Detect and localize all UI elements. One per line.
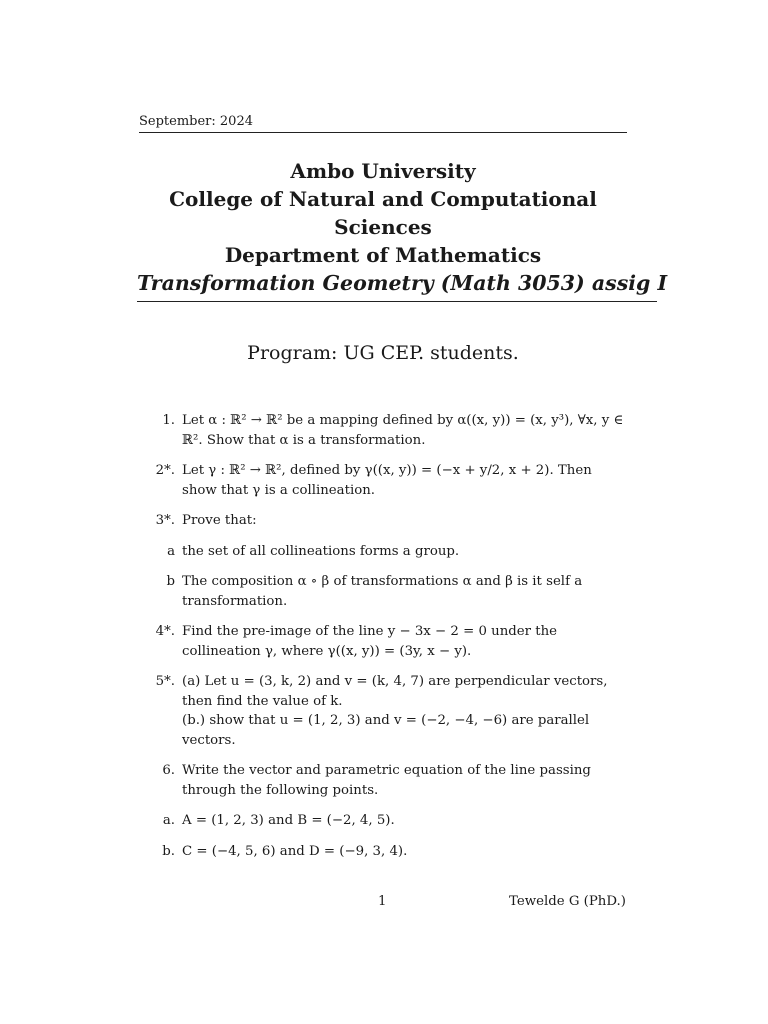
sub-question-item xyxy=(139,811,627,831)
question-item xyxy=(139,622,627,661)
question-number: a xyxy=(167,543,175,559)
title-block xyxy=(137,157,668,302)
question-number: a. xyxy=(162,813,175,828)
question-number: 2*. xyxy=(155,463,175,478)
question-item xyxy=(139,461,627,500)
question-number: b xyxy=(166,574,175,589)
question-number: 4*. xyxy=(155,624,175,639)
question-item xyxy=(139,761,627,800)
sub-question-item xyxy=(139,572,627,611)
question-number: 5*. xyxy=(155,674,175,689)
college-title: College of Natural and Computational xyxy=(169,187,597,211)
question-text-part-b: (b.) show that u = (1, 2, 3) and v = (−2, −4, −6) are parallel vectors. xyxy=(182,713,590,748)
course-title: Transformation Geometry (Math 3053) assig I xyxy=(137,269,657,302)
question-number: 1. xyxy=(162,413,175,428)
question-list xyxy=(139,411,627,872)
question-text: Let γ : ℝ² → ℝ², defined by γ((x, y)) = (−x + y/2, x + 2). Then show that γ is a collineation. xyxy=(182,463,592,498)
question-text: The composition α ∘ β of transformations α and β is it self a transformation. xyxy=(182,574,583,609)
question-text: Write the vector and parametric equation of the line passing through the following points. xyxy=(182,763,591,798)
question-text-block xyxy=(175,672,627,750)
page-number: 1 xyxy=(378,894,387,909)
sub-question-item xyxy=(139,842,627,862)
header-date: September: 2024 xyxy=(139,114,627,133)
question-text: Prove that: xyxy=(182,513,257,528)
footer-author: Tewelde G (PhD.) xyxy=(509,894,626,909)
college-title-cont: Sciences xyxy=(334,215,432,239)
question-text: Let α : ℝ² → ℝ² be a mapping defined by α((x, y)) = (x, y³), ∀x, y ∈ ℝ². Show that α is a transformation. xyxy=(182,413,624,448)
department-title: Department of Mathematics xyxy=(224,243,542,267)
question-number: 6. xyxy=(162,763,175,778)
question-item xyxy=(139,411,627,450)
university-title: Ambo University xyxy=(290,159,476,183)
program-line: Program: UG CEP. students. xyxy=(247,342,519,364)
question-text: the set of all collineations forms a group. xyxy=(182,543,460,559)
question-text: A = (1, 2, 3) and B = (−2, 4, 5). xyxy=(182,813,395,828)
question-item xyxy=(139,511,627,531)
sub-question-item xyxy=(139,542,627,562)
question-text: C = (−4, 5, 6) and D = (−9, 3, 4). xyxy=(182,843,408,859)
question-number: 3*. xyxy=(155,513,175,528)
question-text: (a) Let u = (3, k, 2) and v = (k, 4, 7) are perpendicular vectors, then find the value of k. xyxy=(182,674,608,709)
question-number: b. xyxy=(162,843,175,859)
question-item xyxy=(139,672,627,750)
question-text: Find the pre-image of the line y − 3x − 2 = 0 under the collineation γ, where γ((x, y)) = (3y, x − y). xyxy=(182,624,558,659)
